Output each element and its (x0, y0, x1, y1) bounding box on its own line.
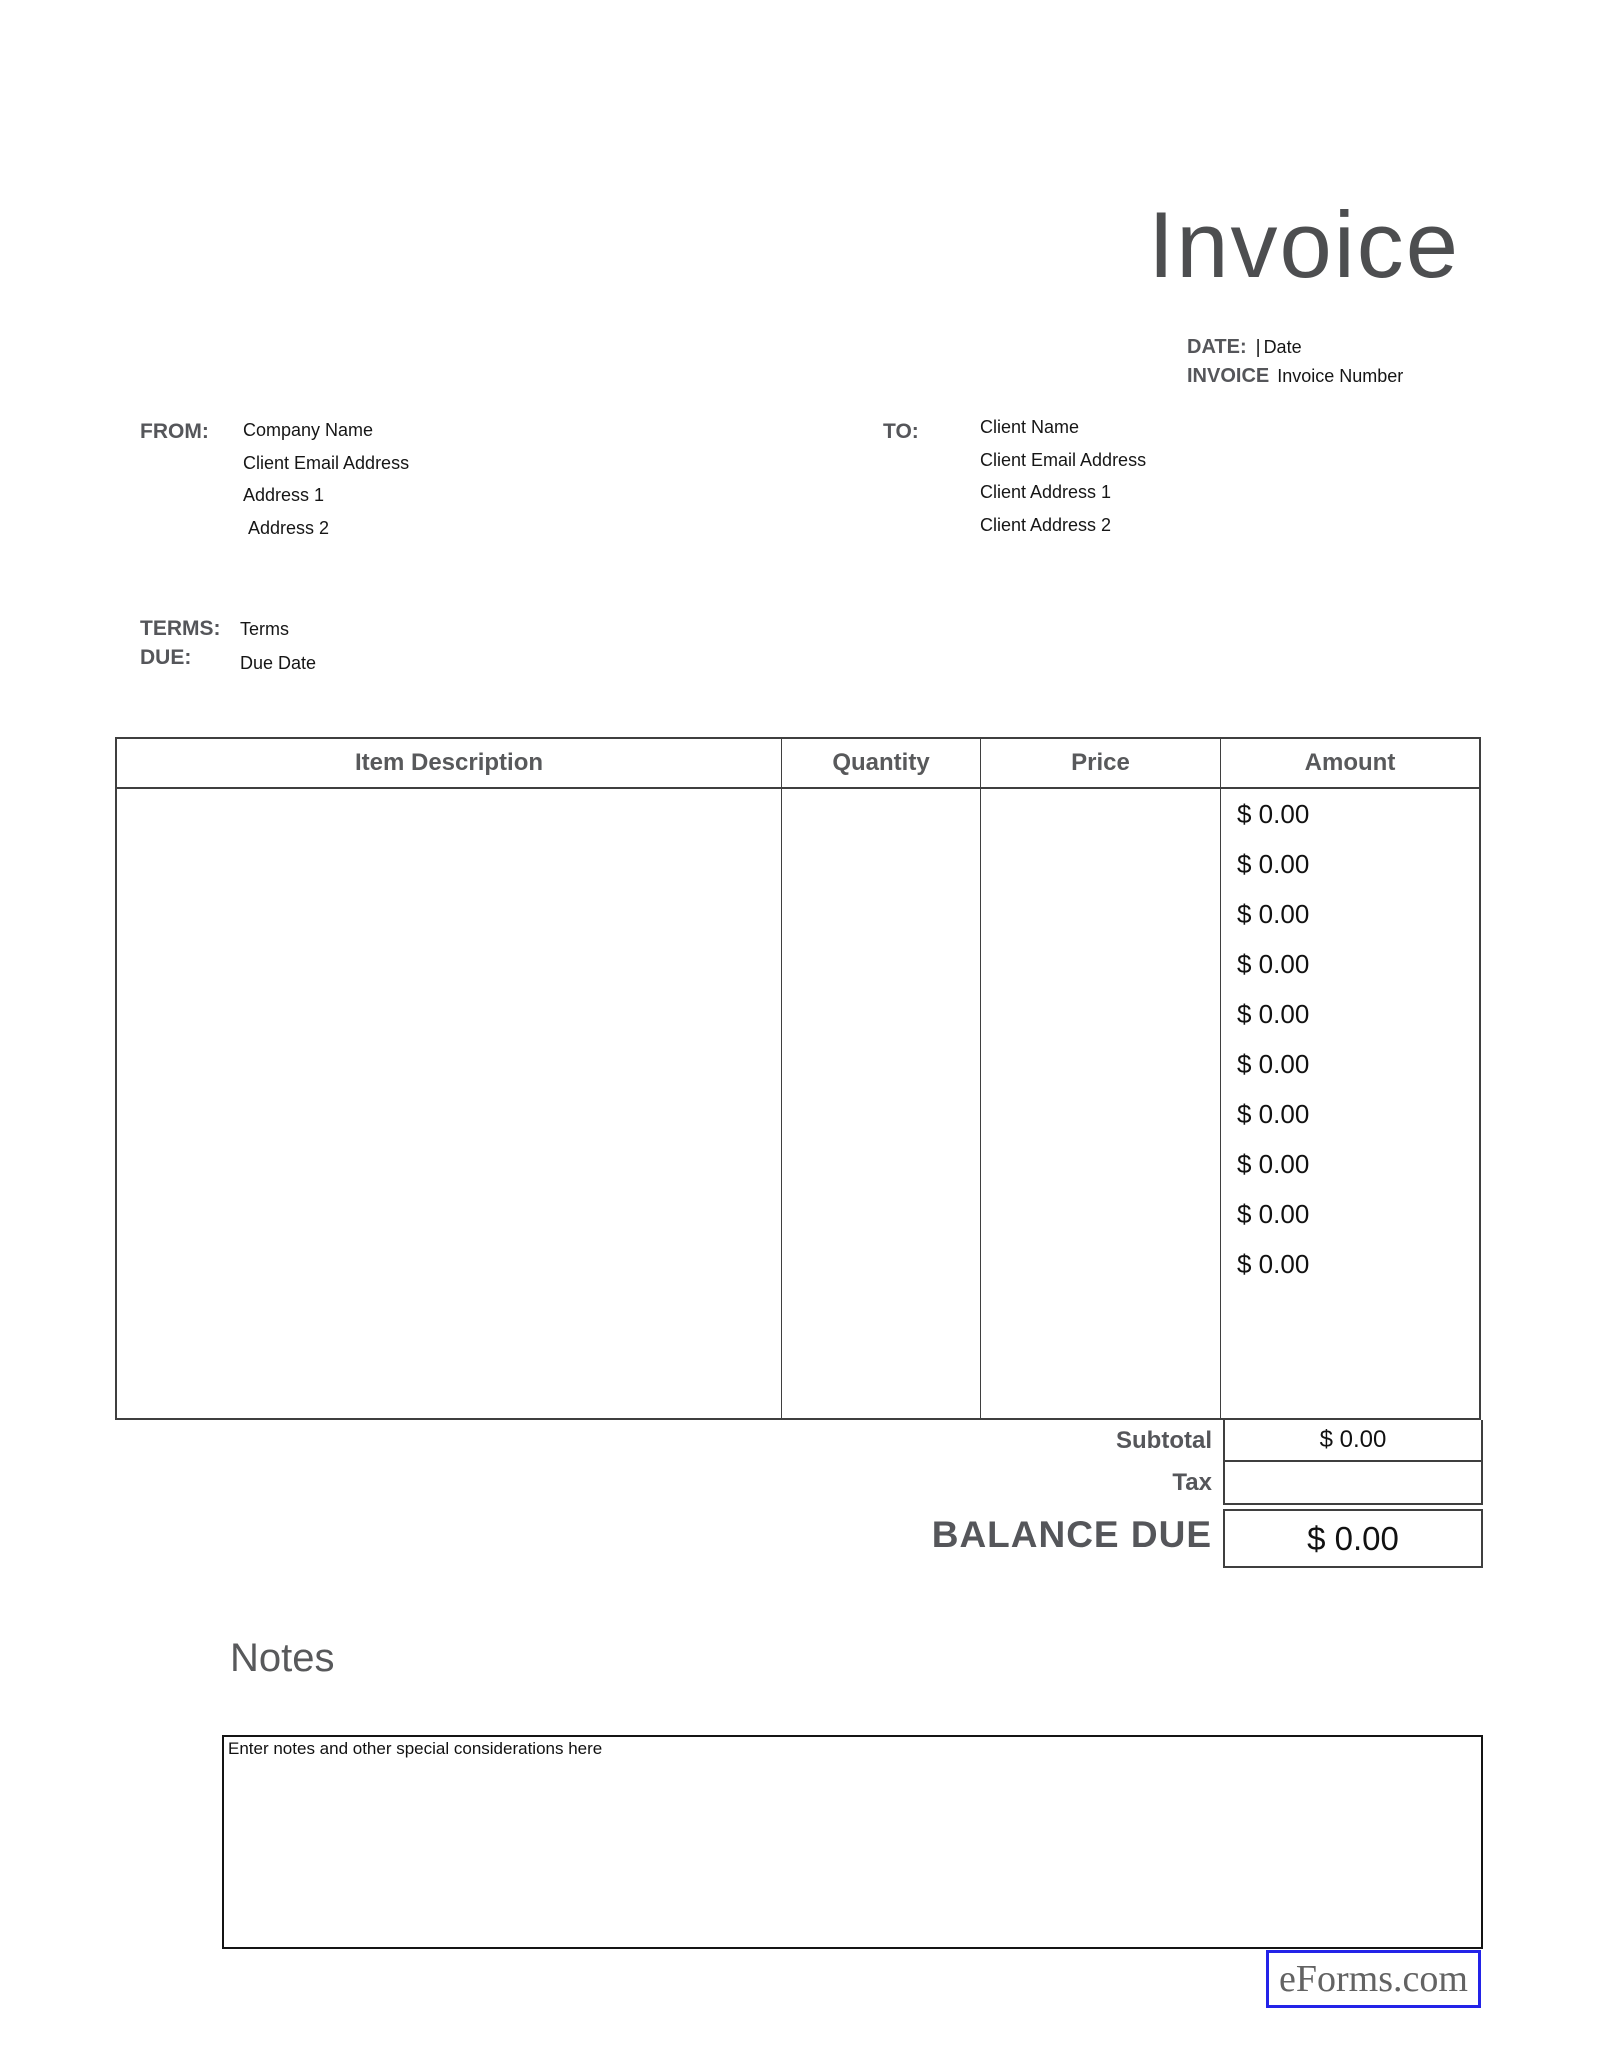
notes-heading: Notes (230, 1636, 335, 1680)
amount-row: $ 0.00 (1237, 1198, 1310, 1229)
amount-row: $ 0.00 (1237, 1148, 1310, 1179)
balance-due-label: BALANCE DUE (931, 1514, 1212, 1555)
to-email-field[interactable]: Client Email Address (980, 450, 1147, 470)
date-label: DATE: (1187, 336, 1247, 358)
from-address2-field[interactable]: Address 2 (248, 518, 330, 538)
invoice-number-field[interactable]: Invoice Number (1277, 366, 1404, 386)
amount-row: $ 0.00 (1237, 948, 1310, 979)
date-field[interactable]: Date (1263, 337, 1302, 357)
notes-placeholder: Enter notes and other special considerations here (228, 1739, 603, 1758)
header-item-description: Item Description (117, 739, 782, 787)
text-cursor: | (1255, 337, 1261, 358)
amount-row: $ 0.00 (1237, 798, 1310, 829)
amount-row: $ 0.00 (1237, 1098, 1310, 1129)
page-title: Invoice (1148, 192, 1460, 297)
amount-row: $ 0.00 (1237, 1248, 1310, 1279)
amount-row: $ 0.00 (1237, 898, 1310, 929)
date-row (1187, 336, 1302, 359)
from-address1-field[interactable]: Address 1 (243, 485, 325, 505)
to-name-field[interactable]: Client Name (980, 417, 1080, 437)
to-address2-field[interactable]: Client Address 2 (980, 515, 1112, 535)
description-column[interactable] (117, 789, 782, 1418)
notes-box[interactable] (222, 1735, 1483, 1949)
to-label: TO: (883, 420, 919, 443)
from-email-field[interactable]: Client Email Address (243, 453, 410, 473)
balance-due-value: $ 0.00 (1307, 1519, 1399, 1557)
quantity-column[interactable] (782, 789, 981, 1418)
due-date-field[interactable]: Due Date (240, 653, 317, 673)
from-label: FROM: (140, 420, 209, 443)
items-table-body (117, 789, 1479, 1418)
to-address1-field[interactable]: Client Address 1 (980, 482, 1112, 502)
header-price: Price (981, 739, 1221, 787)
due-label: DUE: (140, 646, 192, 669)
tax-label: Tax (1172, 1469, 1212, 1496)
tax-value-box[interactable] (1223, 1462, 1483, 1505)
amount-row: $ 0.00 (1237, 1048, 1310, 1079)
amount-row: $ 0.00 (1237, 848, 1310, 879)
subtotal-value: $ 0.00 (1319, 1426, 1387, 1453)
amount-row: $ 0.00 (1237, 998, 1310, 1029)
items-table-header (117, 739, 1479, 789)
header-amount: Amount (1304, 749, 1396, 776)
balance-due-value-box (1223, 1509, 1483, 1568)
subtotal-label: Subtotal (1116, 1427, 1212, 1454)
price-column[interactable] (981, 789, 1221, 1418)
from-company-field[interactable]: Company Name (243, 420, 374, 440)
terms-field[interactable]: Terms (240, 619, 289, 639)
invoice-number-row (1187, 365, 1403, 388)
items-table (115, 737, 1481, 1420)
amount-column (1221, 789, 1479, 1418)
terms-label: TERMS: (140, 617, 221, 640)
subtotal-value-box (1223, 1420, 1483, 1462)
eforms-logo-link[interactable]: eForms.com (1266, 1950, 1481, 2008)
header-quantity: Quantity (782, 739, 981, 787)
invoice-number-label: INVOICE (1187, 365, 1270, 387)
